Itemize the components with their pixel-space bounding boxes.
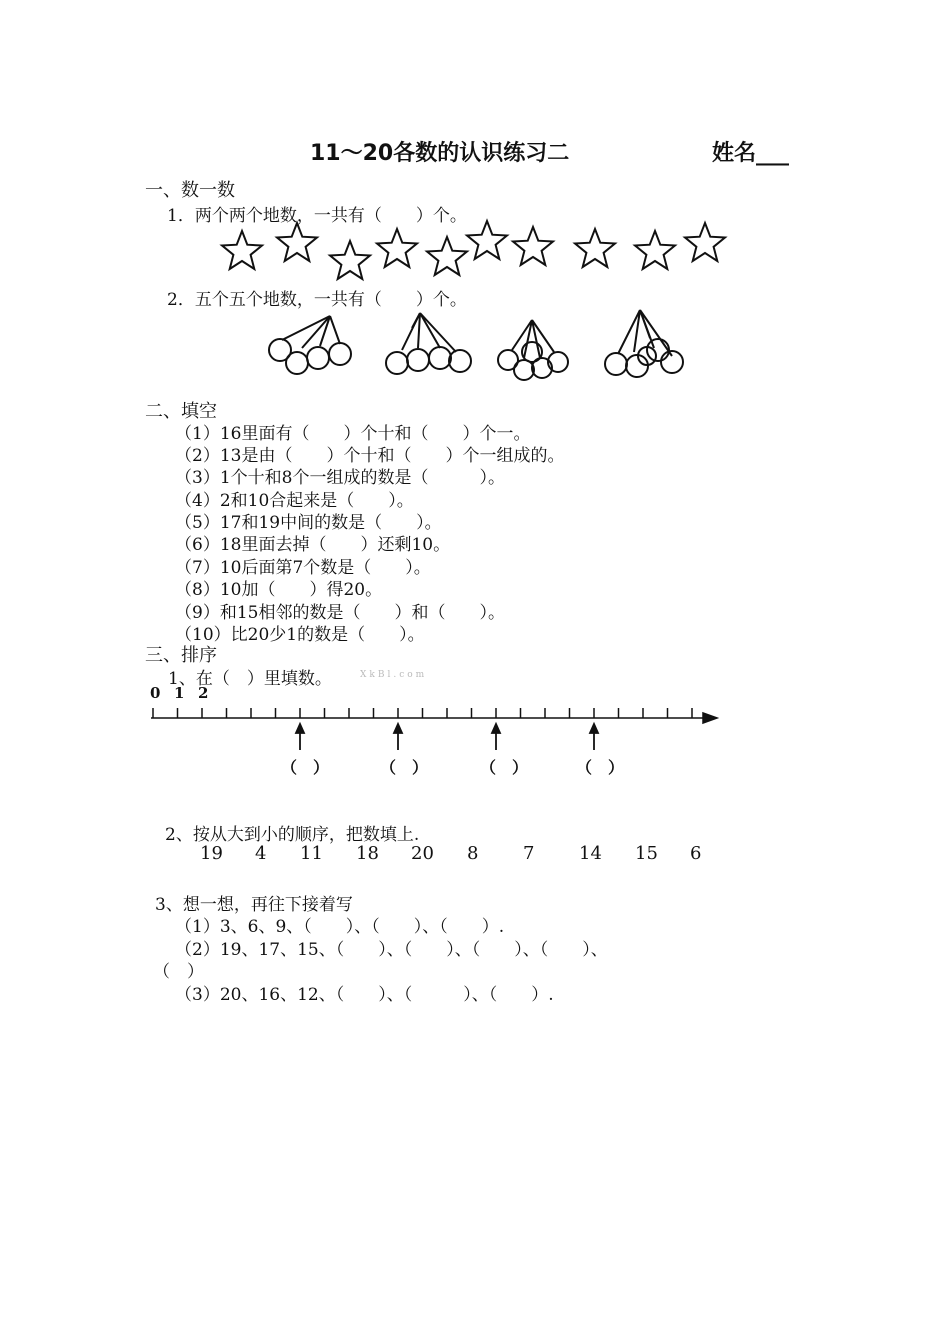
ruler-blank-1: （ ） bbox=[281, 758, 330, 777]
cherry-bunch-icon bbox=[498, 320, 568, 380]
number-line bbox=[145, 700, 725, 750]
arrow-head-icon bbox=[590, 724, 598, 733]
fill-item-6: （6）18里面去掉（ ）还剩10。 bbox=[175, 535, 451, 555]
page-title: 11～20各数的认识练习二 bbox=[310, 141, 570, 166]
section3-q1: 1、在（ ）里填数。 bbox=[168, 669, 332, 689]
number-19: 19 bbox=[200, 843, 223, 864]
number-11: 11 bbox=[300, 843, 323, 864]
star-icon bbox=[222, 231, 262, 269]
arrow-head-icon bbox=[296, 724, 304, 733]
section2-heading: 二、填空 bbox=[145, 401, 217, 422]
section3-q3: 3、想一想，再往下接着写 bbox=[155, 895, 353, 915]
number-6: 6 bbox=[690, 843, 702, 864]
fill-item-3: （3）1个十和8个一组成的数是（ ）。 bbox=[175, 468, 505, 488]
ruler-label-1: 1 bbox=[174, 684, 185, 702]
cherries-illustration bbox=[262, 308, 702, 388]
fill-item-10: （10）比20少1的数是（ ）。 bbox=[175, 625, 425, 645]
name-field-label: 姓名___ bbox=[712, 141, 790, 166]
star-icon bbox=[427, 237, 467, 275]
number-7: 7 bbox=[523, 843, 535, 864]
number-14: 14 bbox=[579, 843, 602, 864]
star-icon bbox=[513, 227, 553, 265]
number-20: 20 bbox=[411, 843, 434, 864]
ruler-blank-4: （ ） bbox=[576, 758, 625, 777]
star-icon bbox=[685, 223, 725, 261]
cherry-bunch-icon bbox=[605, 310, 683, 377]
ruler-label-0: 0 bbox=[150, 684, 161, 702]
star-icon bbox=[377, 229, 417, 267]
number-4: 4 bbox=[255, 843, 267, 864]
star-icon bbox=[330, 241, 370, 279]
section1-heading: 一、数一数 bbox=[145, 180, 235, 201]
fill-item-1: （1）16里面有（ ）个十和（ ）个一。 bbox=[175, 424, 531, 444]
cherry-bunch-icon bbox=[269, 316, 351, 374]
number-8: 8 bbox=[467, 843, 479, 864]
star-icon bbox=[575, 229, 615, 267]
sequence-3: （3）20、16、12、（ ）、（ ）、（ ）. bbox=[175, 985, 554, 1005]
fill-item-8: （8）10加（ ）得20。 bbox=[175, 580, 383, 600]
fill-item-9: （9）和15相邻的数是（ ）和（ ）。 bbox=[175, 603, 505, 623]
fill-item-4: （4）2和10合起来是（ ）。 bbox=[175, 491, 414, 511]
number-18: 18 bbox=[356, 843, 379, 864]
star-icon bbox=[277, 223, 317, 261]
ruler-blank-2: （ ） bbox=[380, 758, 429, 777]
stars-illustration bbox=[215, 218, 735, 282]
section3-q2: 2、按从大到小的顺序，把数填上. bbox=[165, 825, 420, 845]
fill-item-2: （2）13是由（ ）个十和（ ）个一组成的。 bbox=[175, 446, 565, 466]
section3-heading: 三、排序 bbox=[145, 645, 217, 666]
arrow-head-icon bbox=[492, 724, 500, 733]
ruler-blank-3: （ ） bbox=[480, 758, 529, 777]
arrow-head-icon bbox=[394, 724, 402, 733]
star-icon bbox=[635, 231, 675, 269]
section1-q1: 1．两个两个地数，一共有（ ）个。 bbox=[167, 206, 467, 226]
number-15: 15 bbox=[635, 843, 658, 864]
section1-q2: 2．五个五个地数，一共有（ ）个。 bbox=[167, 290, 467, 310]
fill-item-7: （7）10后面第7个数是（ ）。 bbox=[175, 558, 431, 578]
star-icon bbox=[467, 221, 507, 259]
sequence-1: （1）3、6、9、（ ）、（ ）、（ ）. bbox=[175, 917, 505, 937]
cherry-bunch-icon bbox=[386, 313, 471, 374]
fill-item-5: （5）17和19中间的数是（ ）。 bbox=[175, 513, 442, 533]
sequence-2-continued: （ ） bbox=[153, 962, 204, 982]
ruler-label-2: 2 bbox=[198, 684, 209, 702]
watermark: XkBl.com bbox=[360, 670, 428, 680]
sequence-2: （2）19、17、15、（ ）、（ ）、（ ）、（ ）、 bbox=[175, 940, 608, 960]
